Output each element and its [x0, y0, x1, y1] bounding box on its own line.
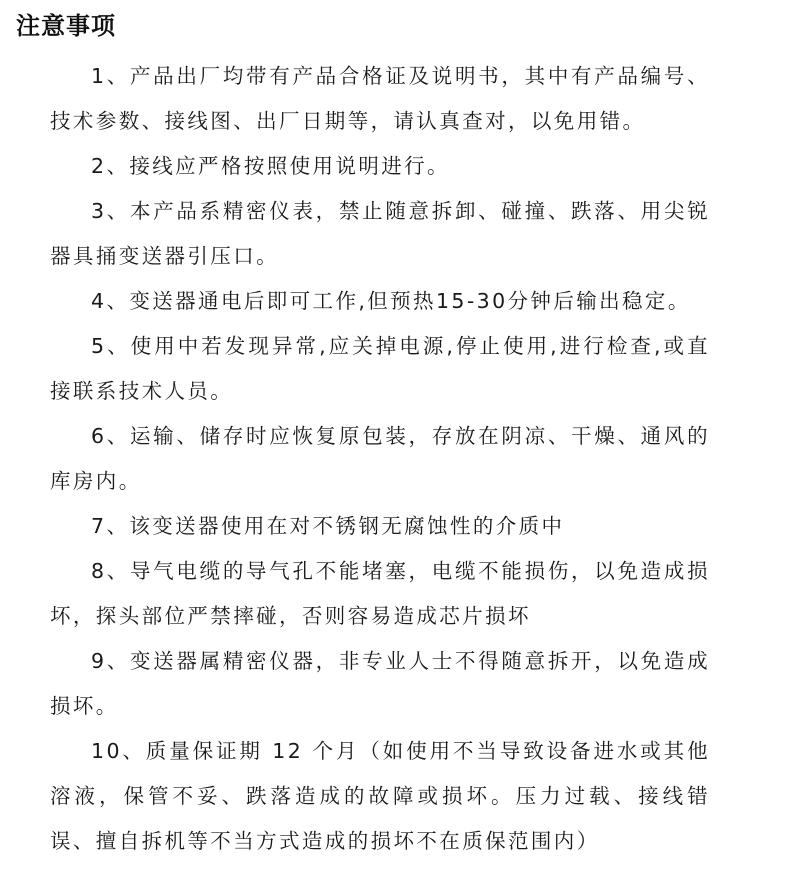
- note-item: 5、使用中若发现异常,应关掉电源,停止使用,进行检查,或直接联系技术人员。: [50, 334, 710, 403]
- note-item: 4、变送器通电后即可工作,但预热15-30分钟后输出稳定。: [91, 289, 691, 313]
- note-item: 6、运输、储存时应恢复原包装，存放在阴凉、干燥、通风的库房内。: [50, 424, 710, 493]
- note-item: 7、该变送器使用在对不锈钢无腐蚀性的介质中: [91, 514, 565, 538]
- notes-list: [50, 54, 710, 864]
- note-item: 9、变送器属精密仪器，非专业人士不得随意拆开，以免造成损坏。: [50, 649, 710, 718]
- note-item: 10、质量保证期 12 个月（如使用不当导致设备进水或其他溶液，保管不妥、跌落造成的故障或损坏。压力过载、接线错误、擅自拆机等不当方式造成的损坏不在质保范围内）: [50, 739, 710, 853]
- note-item: 1、产品出厂均带有产品合格证及说明书，其中有产品编号、技术参数、接线图、出厂日期等，请认真查对，以免用错。: [50, 64, 710, 133]
- note-item: 2、接线应严格按照使用说明进行。: [91, 154, 450, 178]
- document-title: 注意事项: [16, 12, 116, 40]
- note-item: 3、本产品系精密仪表，禁止随意拆卸、碰撞、跌落、用尖锐器具捅变送器引压口。: [50, 199, 710, 268]
- note-item: 8、导气电缆的导气孔不能堵塞，电缆不能损伤，以免造成损坏，探头部位严禁摔碰，否则容易造成芯片损坏: [50, 559, 710, 628]
